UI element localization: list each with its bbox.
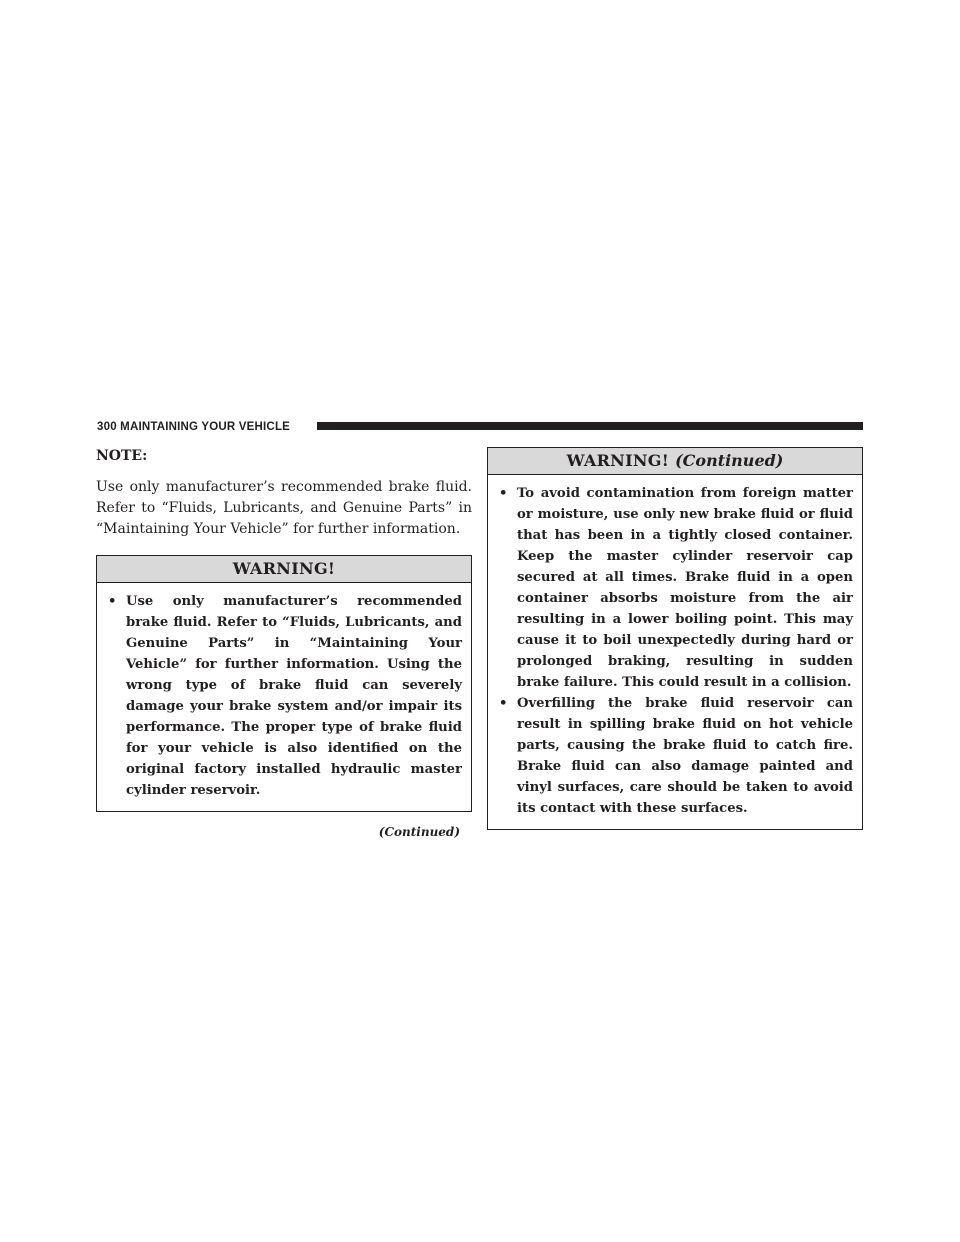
warning-box	[96, 555, 472, 812]
page-number-and-section: 300 MAINTAINING YOUR VEHICLE	[97, 421, 291, 433]
continued-label: (Continued)	[378, 825, 460, 839]
right-column	[487, 447, 863, 830]
bullet-icon: •	[108, 594, 117, 609]
bullet-icon: •	[499, 486, 508, 501]
warning-bullet-text: To avoid contamination from foreign matter or moisture, use only new brake fluid or fluid that has been in a tightly closed container. Keep the master cylinder reservoir cap secured at all times. Brake fluid in a open container absorbs moisture from the air resulting in a lower boiling point. This may cause it to boil unexpectedly during hard or prolonged braking, resulting in sudden brake failure. This could result in a collision.	[517, 486, 853, 690]
warning-title: WARNING!	[232, 559, 336, 578]
note-text: Use only manufacturer’s recommended brake fluid. Refer to “Fluids, Lubricants, and Genuine Parts” in “Maintaining Your Vehicle” for further information.	[96, 479, 472, 537]
warning-body	[97, 583, 471, 811]
warning-heading	[488, 448, 862, 475]
warning-bullet	[106, 591, 462, 801]
warning-bullet	[497, 693, 853, 819]
page-header	[97, 419, 863, 435]
warning-bullet-text: Overfilling the brake fluid reservoir can result in spilling brake fluid on hot vehicle parts, causing the brake fluid to catch fire. Brake fluid can also damage painted and vinyl surfaces, care should be taken to avoid its contact with these surfaces.	[517, 696, 853, 816]
warning-body	[488, 475, 862, 829]
warning-title: WARNING!	[566, 451, 670, 470]
warning-title-continued: (Continued)	[675, 451, 784, 470]
note-label: NOTE:	[96, 448, 148, 464]
warning-bullet	[497, 483, 853, 693]
warning-heading	[97, 556, 471, 583]
header-rule	[317, 422, 863, 430]
warning-bullet-text: Use only manufacturer’s recommended brake fluid. Refer to “Fluids, Lubricants, and Genuine Parts” in “Maintaining Your Vehicle” for further information. Using the wrong type of brake fluid can severely damage your brake system and/or impair its performance. The proper type of brake fluid for your vehicle is also identified on the original factory installed hydraulic master cylinder reservoir.	[126, 594, 462, 798]
bullet-icon: •	[499, 696, 508, 711]
left-column	[96, 447, 472, 839]
warning-box-continued	[487, 447, 863, 830]
